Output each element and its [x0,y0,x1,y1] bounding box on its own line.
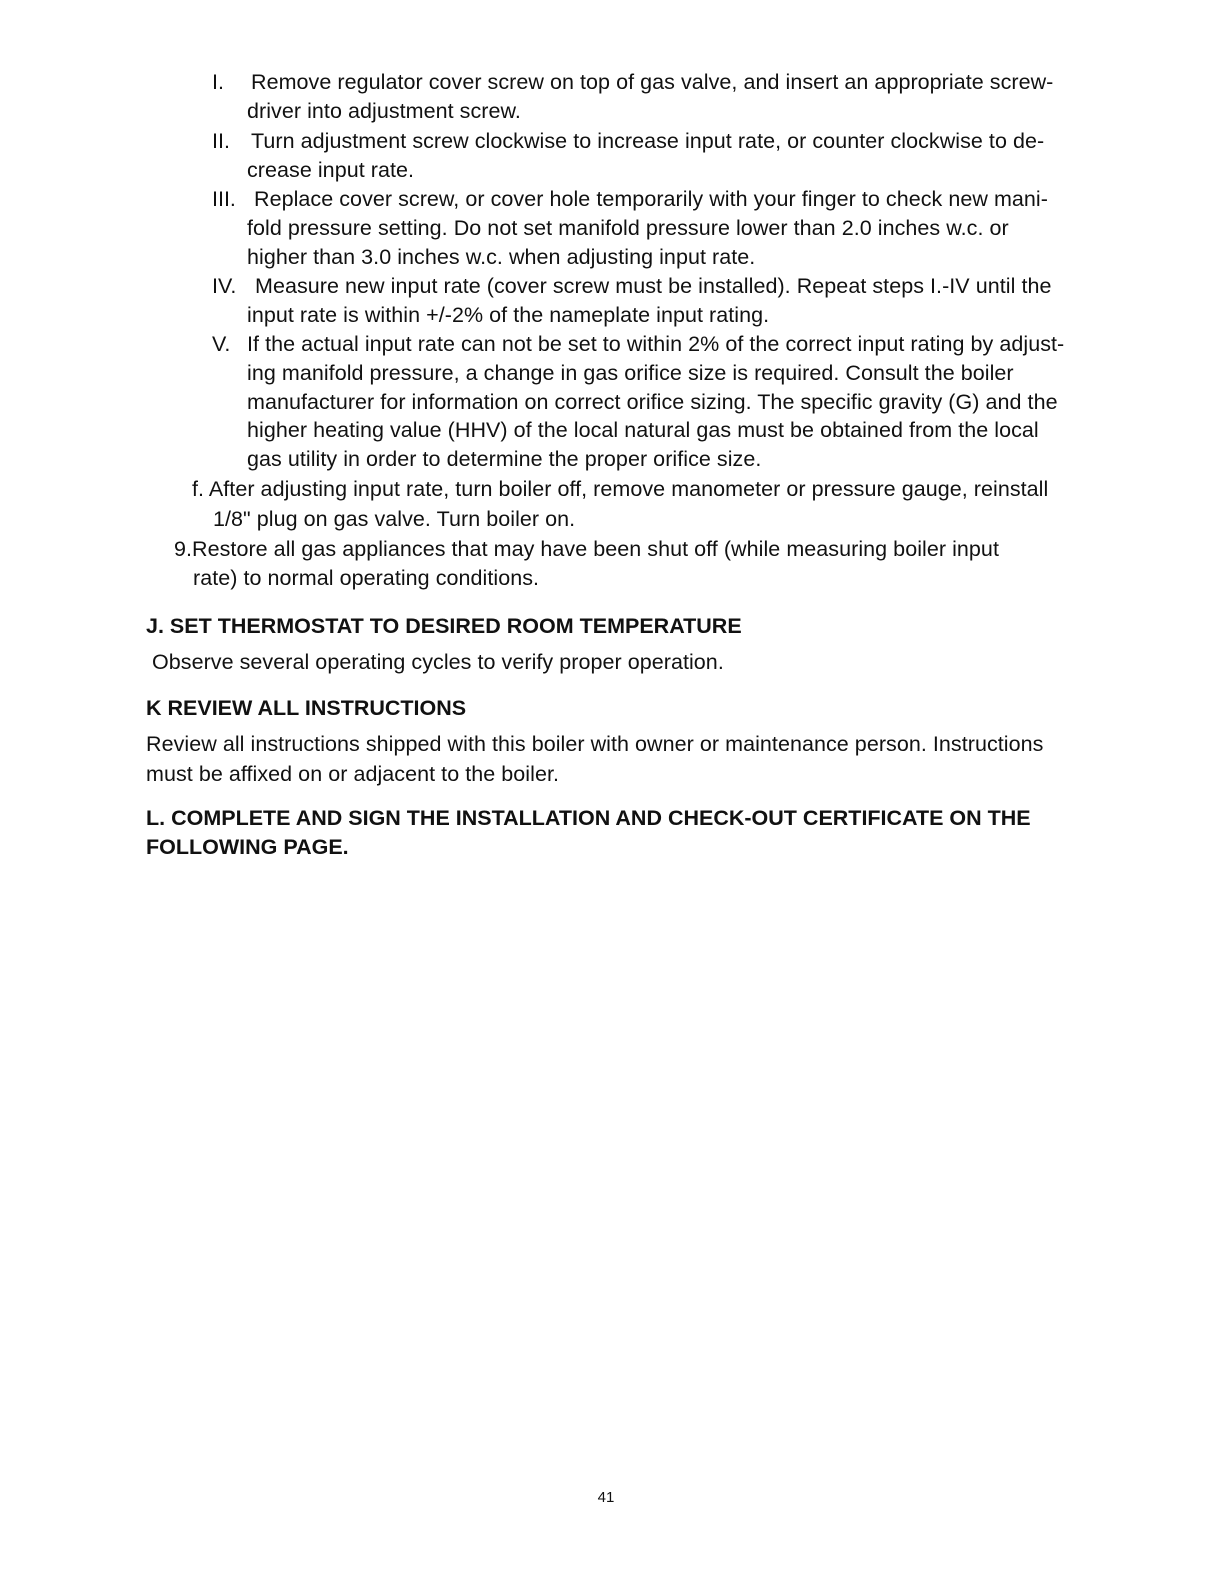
step-text-line: 9.Restore all gas appliances that may have been shut off (while measuring boiler input [174,537,999,561]
step-text-line: manufacturer for information on correct orifice sizing. The specific gravity (G) and the [247,390,1058,414]
step-text-line: Measure new input rate (cover screw must be installed). Repeat steps I.-IV until the [255,274,1052,298]
step-number: IV. [212,274,237,298]
section-heading: K REVIEW ALL INSTRUCTIONS [146,696,467,720]
section-body: Review all instructions shipped with this boiler with owner or maintenance person. Instructions [146,732,1044,756]
step-text-line: gas utility in order to determine the proper orifice size. [247,447,762,471]
step-text-line: ing manifold pressure, a change in gas orifice size is required. Consult the boiler [247,361,1014,385]
section-heading: FOLLOWING PAGE. [146,835,349,859]
step-text-line: higher than 3.0 inches w.c. when adjusting input rate. [247,245,756,269]
step-number: V. [212,332,231,356]
step-text-line: higher heating value (HHV) of the local natural gas must be obtained from the local [247,418,1039,442]
step-text-line: 1/8" plug on gas valve. Turn boiler on. [213,507,576,531]
step-text-line: driver into adjustment screw. [247,99,521,123]
page-number: 41 [597,1489,615,1506]
step-number: III. [212,187,236,211]
section-heading: L. COMPLETE AND SIGN THE INSTALLATION AND CHECK-OUT CERTIFICATE ON THE [146,806,1031,830]
step-text-line: crease input rate. [247,158,415,182]
step-text-line: Remove regulator cover screw on top of gas valve, and insert an appropriate screw- [251,70,1054,94]
step-text-line: Turn adjustment screw clockwise to increase input rate, or counter clockwise to de- [251,129,1045,153]
section-body: Observe several operating cycles to verify proper operation. [152,650,724,674]
step-text-line: fold pressure setting. Do not set manifold pressure lower than 2.0 inches w.c. or [247,216,1009,240]
step-text-line: Replace cover screw, or cover hole temporarily with your finger to check new mani- [254,187,1048,211]
step-number: I. [212,70,224,94]
step-text-line: If the actual input rate can not be set to within 2% of the correct input rating by adjust- [247,332,1065,356]
step-number: II. [212,129,230,153]
section-heading: J. SET THERMOSTAT TO DESIRED ROOM TEMPERATURE [146,614,742,638]
step-text-line: rate) to normal operating conditions. [193,566,540,590]
step-text-line: f. After adjusting input rate, turn boiler off, remove manometer or pressure gauge, reinstall [192,477,1049,501]
step-text-line: input rate is within +/-2% of the nameplate input rating. [247,303,770,327]
section-body: must be affixed on or adjacent to the boiler. [146,762,560,786]
